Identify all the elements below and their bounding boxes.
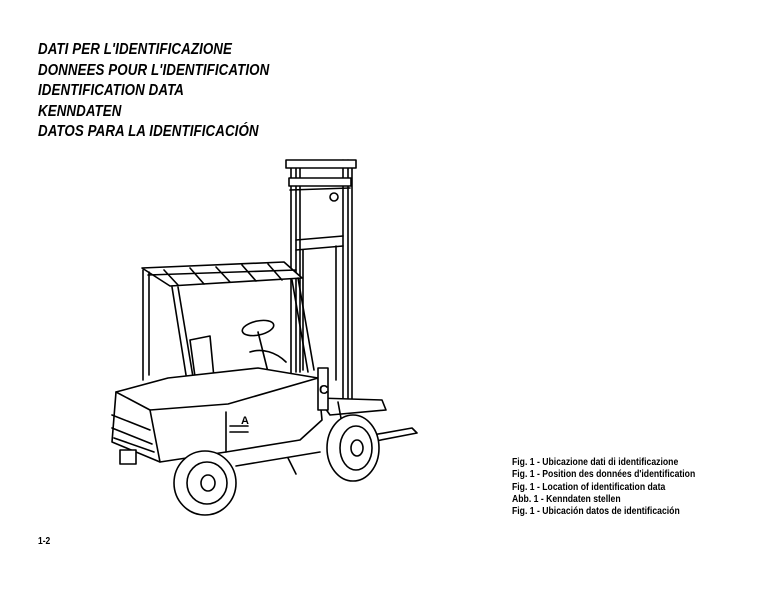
mast [286,160,356,400]
page-number: 1-2 [38,536,51,547]
caption-french: Fig. 1 - Position des données d'identification [512,469,696,481]
caption-english: Fig. 1 - Location of identification data [512,481,666,493]
title-german: KENNDATEN [38,102,122,120]
title-english: IDENTIFICATION DATA [38,82,185,100]
title-french: DONNEES POUR L'IDENTIFICATION [38,61,270,79]
caption-spanish: Fig. 1 - Ubicación datos de identificación [512,506,680,518]
title-italian: DATI PER L'IDENTIFICAZIONE [38,41,233,58]
forklift-illustration [100,150,430,520]
page-titles [38,40,307,143]
figure-label-a: A [241,415,249,427]
caption-german: Abb. 1 - Kenndaten stellen [512,493,621,505]
figure-captions [512,457,730,518]
figure-label-c: C [319,382,329,397]
caption-italian: Fig. 1 - Ubicazione dati di identificazione [512,457,679,468]
title-spanish: DATOS PARA LA IDENTIFICACIÓN [38,123,259,141]
forklift-body [112,368,328,464]
